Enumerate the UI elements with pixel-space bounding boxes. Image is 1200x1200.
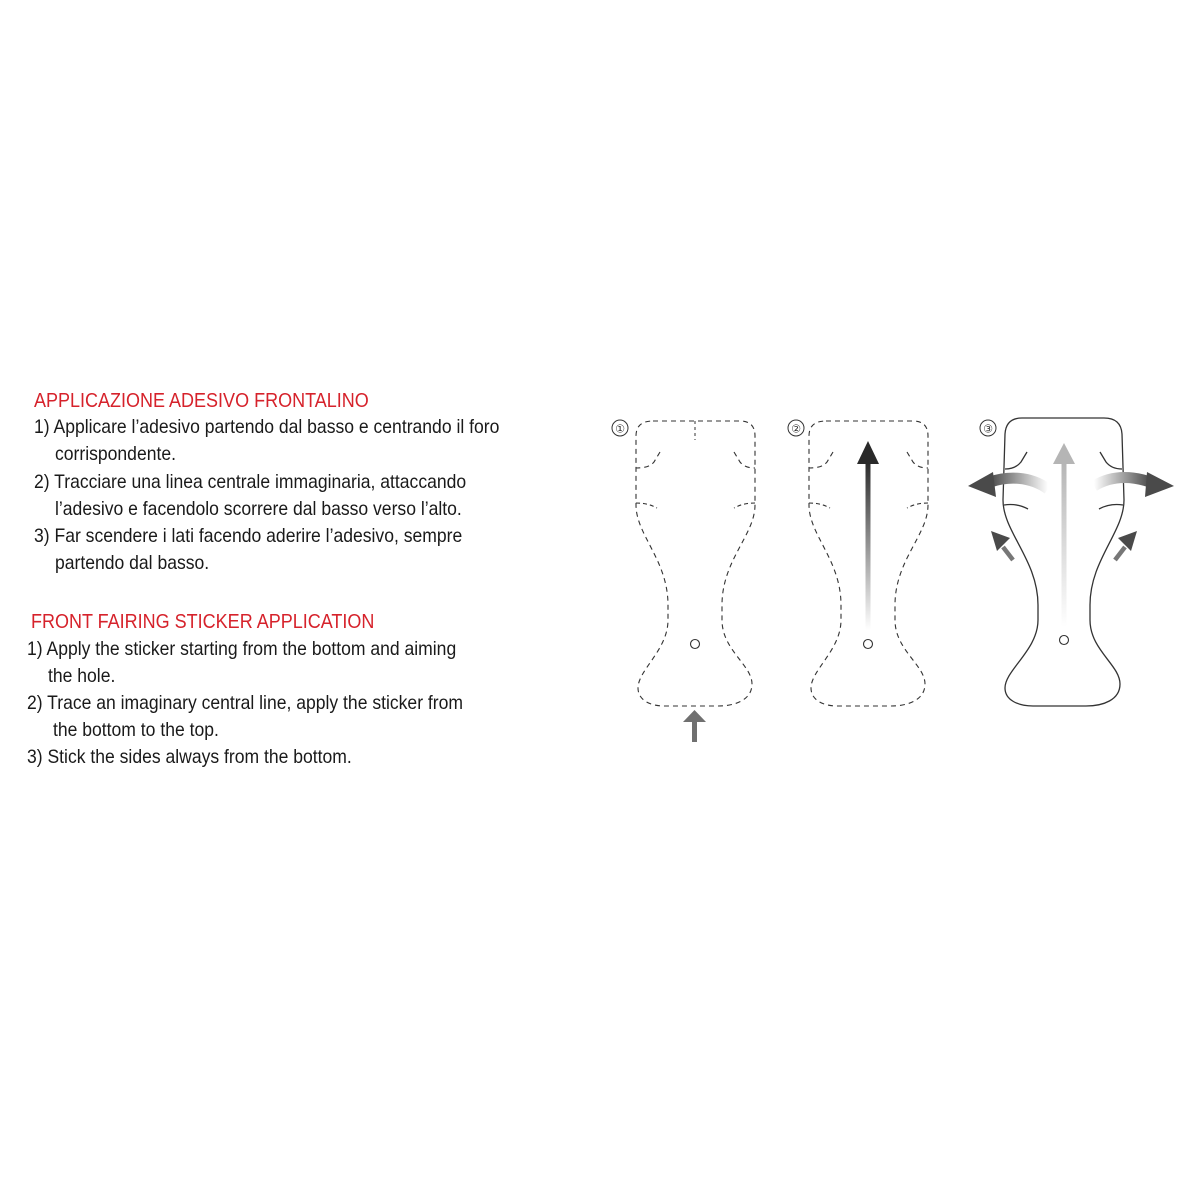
right-contour-line (1100, 452, 1122, 469)
english-step-2-line-2: the bottom to the top. (53, 719, 219, 741)
right-lower-contour (734, 503, 755, 508)
left-lower-contour (809, 503, 830, 508)
left-contour-line (809, 452, 833, 468)
left-diagonal-arrow (991, 531, 1013, 560)
english-step-1-line-2: the hole. (48, 665, 116, 687)
english-step-3-line-1: 3) Stick the sides always from the bottom. (27, 746, 352, 768)
left-contour-line (1005, 452, 1027, 469)
bottom-up-arrow (683, 710, 706, 742)
italian-step-3-line-1: 3) Far scendere i lati facendo aderire l’adesivo, sempre (34, 525, 463, 547)
right-contour-line (734, 452, 755, 468)
left-lower-contour (636, 503, 657, 508)
english-step-2-line-1: 2) Trace an imaginary central line, apply the sticker from (27, 692, 464, 714)
center-up-arrow-light (1053, 443, 1075, 627)
diagram-step-1 (612, 420, 755, 742)
step-2-marker: ② (791, 422, 801, 436)
left-outward-arrow (968, 472, 1048, 497)
english-step-1-line-1: 1) Apply the sticker starting from the bottom and aiming (27, 638, 457, 660)
step-1-marker: ① (615, 422, 625, 436)
italian-step-2-line-2: l’adesivo e facendolo scorrere dal basso verso l’alto. (55, 498, 462, 520)
sticker-outline-dashed (636, 421, 755, 706)
diagram-step-2 (788, 420, 928, 706)
italian-heading: APPLICAZIONE ADESIVO FRONTALINO (34, 390, 369, 412)
hole-circle (864, 640, 873, 649)
italian-step-3-line-2: partendo dal basso. (55, 552, 210, 574)
hole-circle (1060, 636, 1069, 645)
italian-step-2-line-1: 2) Tracciare una linea centrale immaginaria, attaccando (34, 471, 467, 493)
center-up-arrow (857, 441, 879, 630)
right-diagonal-arrow (1115, 531, 1137, 560)
right-contour-line (907, 452, 928, 468)
diagram-step-3 (968, 418, 1174, 706)
italian-step-1-line-2: corrispondente. (55, 443, 176, 465)
english-heading: FRONT FAIRING STICKER APPLICATION (31, 611, 375, 633)
right-outward-arrow (1094, 472, 1174, 497)
left-contour-line (636, 452, 660, 468)
right-lower-contour (907, 503, 928, 508)
step-3-marker: ③ (983, 422, 993, 436)
left-lower-contour (1004, 505, 1028, 510)
right-lower-contour (1099, 505, 1123, 510)
italian-step-1-line-1: 1) Applicare l’adesivo partendo dal basso e centrando il foro (34, 416, 500, 438)
hole-circle (691, 640, 700, 649)
